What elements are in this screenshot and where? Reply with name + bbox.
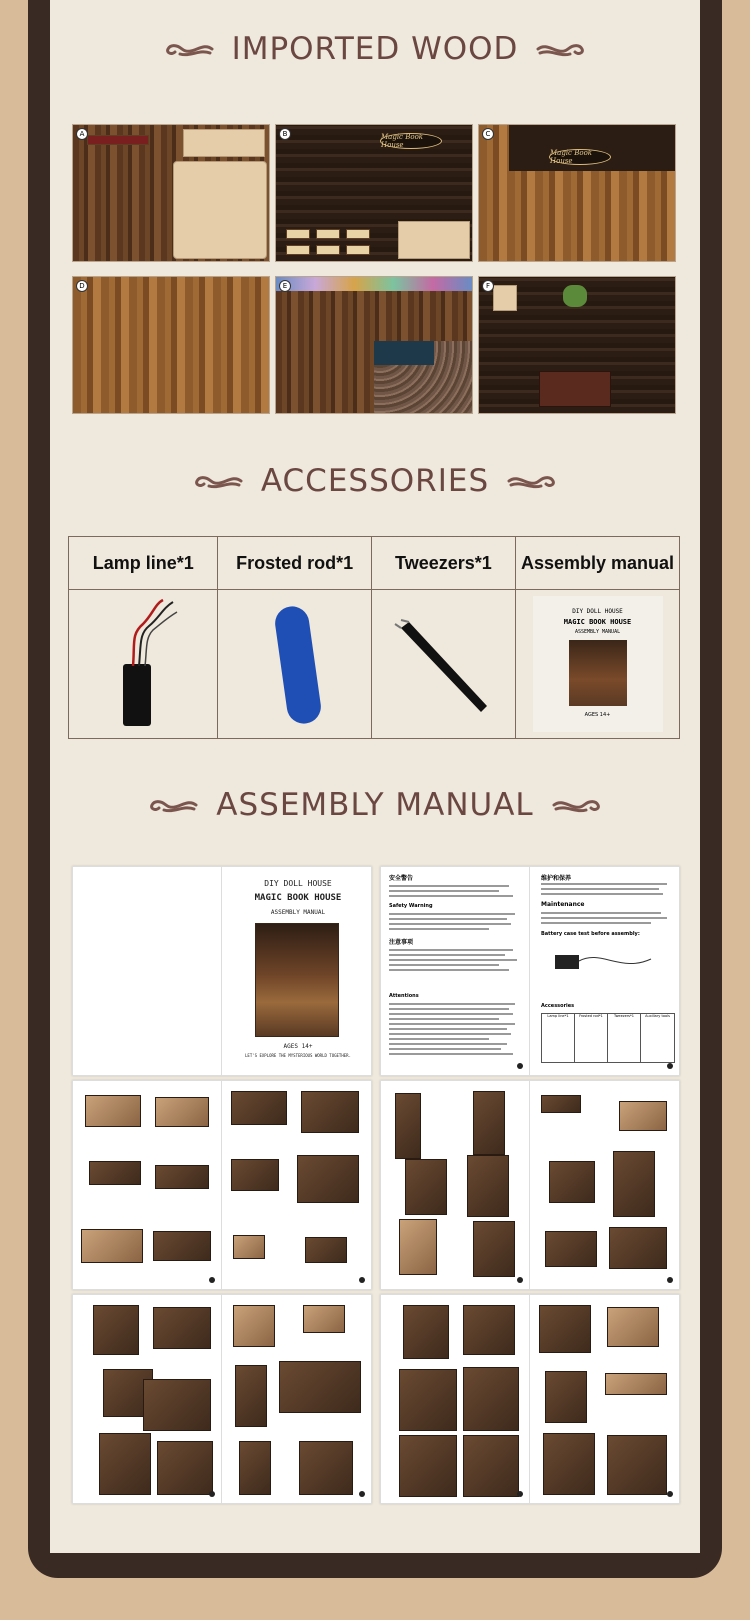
- text-line: [541, 888, 659, 890]
- page-number: [209, 1277, 215, 1283]
- text-line: [541, 922, 651, 924]
- wood-sheet-c: [478, 124, 676, 262]
- spread-gutter: [221, 1081, 222, 1289]
- spread-gutter: [221, 1295, 222, 1503]
- text-line: [389, 1023, 515, 1025]
- warning-heading-cn: 安全警告: [389, 875, 414, 882]
- text-line: [389, 918, 507, 920]
- col-lamp-line: Lamp line*1: [69, 537, 218, 590]
- text-line: [389, 885, 509, 887]
- text-line: [389, 1038, 489, 1040]
- page-number: [667, 1063, 673, 1069]
- step-image: [403, 1305, 449, 1359]
- manual-spread-cover: [72, 866, 372, 1076]
- text-line: [389, 923, 511, 925]
- lamp-line-icon: [93, 594, 193, 730]
- text-line: [389, 954, 505, 956]
- step-image: [545, 1371, 587, 1423]
- manual-acc-col: Auxiliary tools: [645, 1014, 670, 1018]
- manual-cell: [516, 590, 680, 739]
- accessories-heading: [50, 456, 700, 506]
- step-image: [399, 1369, 457, 1431]
- text-line: [389, 949, 513, 951]
- painting-panel: [374, 341, 434, 365]
- text-line: [389, 890, 499, 892]
- step-image: [143, 1379, 211, 1431]
- sheet-label: C: [482, 128, 494, 140]
- cover-line3: ASSEMBLY MANUAL: [270, 909, 326, 916]
- manual-acc-col: Tweezers*1: [608, 1014, 641, 1062]
- step-image: [619, 1101, 667, 1131]
- step-image: [153, 1231, 211, 1261]
- step-image: [607, 1307, 659, 1347]
- page-number: [209, 1491, 215, 1497]
- drawer-label: [346, 229, 370, 239]
- text-line: [389, 895, 513, 897]
- step-image: [613, 1151, 655, 1217]
- manual-spread-steps-1: [72, 1080, 372, 1290]
- step-image: [279, 1361, 361, 1413]
- drawer-label: [316, 245, 340, 255]
- text-line: [389, 913, 515, 915]
- accessories-image-row: [69, 590, 680, 739]
- page-number: [517, 1063, 523, 1069]
- content-panel: [50, 0, 700, 1553]
- step-image: [235, 1365, 267, 1427]
- step-image: [395, 1093, 421, 1159]
- manual-thumb-line3: ASSEMBLY MANUAL: [574, 629, 621, 635]
- warning-heading-en: Safety Warning: [389, 903, 433, 909]
- step-image: [543, 1433, 595, 1495]
- accessories-heading-small: Accessories: [541, 1003, 575, 1009]
- step-image: [549, 1161, 595, 1203]
- page-number: [359, 1491, 365, 1497]
- swirl-right-icon: [507, 469, 557, 493]
- step-image: [473, 1091, 505, 1155]
- col-tweezers: Tweezers*1: [371, 537, 515, 590]
- step-image: [297, 1155, 359, 1203]
- step-image: [609, 1227, 667, 1269]
- drawer-label: [286, 245, 310, 255]
- step-image: [81, 1229, 143, 1263]
- drawer-label: [346, 245, 370, 255]
- step-image: [233, 1235, 265, 1259]
- text-line: [389, 1018, 499, 1020]
- step-image: [93, 1305, 139, 1355]
- ornament-strip: [276, 277, 472, 291]
- cover-line1: DIY DOLL HOUSE: [264, 879, 332, 888]
- swirl-right-icon: [552, 793, 602, 817]
- step-image: [99, 1433, 151, 1495]
- swirl-right-icon: [536, 37, 586, 61]
- accessories-header-row: [69, 537, 680, 590]
- manual-thumb-house: [569, 640, 627, 706]
- manual-acc-col: Lamp line*1: [542, 1014, 575, 1062]
- manual-thumb-ages: AGES 14+: [584, 712, 611, 718]
- step-image: [305, 1237, 347, 1263]
- text-line: [541, 912, 661, 914]
- wood-sheet-d: [72, 276, 270, 414]
- sheet-label: A: [76, 128, 88, 140]
- text-line: [541, 917, 667, 919]
- manual-acc-col: Frosted rod*1: [575, 1014, 608, 1062]
- text-line: [389, 928, 489, 930]
- manual-spread-steps-3: [72, 1294, 372, 1504]
- text-line: [389, 969, 509, 971]
- wood-sheet-f: [478, 276, 676, 414]
- frosted-rod-cell: [218, 590, 371, 739]
- attention-heading-cn: 注意事项: [389, 939, 414, 946]
- sheet-label: B: [279, 128, 291, 140]
- battery-test-heading: Battery case test before assembly:: [541, 931, 640, 937]
- assembly-manual-heading: [50, 780, 700, 830]
- cutout-panel: [398, 221, 470, 259]
- drawer-label: [286, 229, 310, 239]
- step-image: [463, 1435, 519, 1497]
- text-line: [389, 1028, 507, 1030]
- cover-line2: MAGIC BOOK HOUSE: [254, 893, 342, 903]
- section-title-text: ACCESSORIES: [260, 463, 490, 499]
- manual-thumb-line2: MAGIC BOOK HOUSE: [563, 618, 632, 626]
- step-image: [233, 1305, 275, 1347]
- tweezers-icon: [383, 594, 503, 730]
- step-image: [605, 1373, 667, 1395]
- step-image: [89, 1161, 141, 1185]
- spread-gutter: [221, 867, 222, 1075]
- plant-sticker: [563, 285, 587, 307]
- page-number: [667, 1277, 673, 1283]
- cover-house-image: [255, 923, 339, 1037]
- section-title-text: ASSEMBLY MANUAL: [216, 787, 534, 823]
- battery-diagram: [551, 945, 661, 979]
- step-image: [155, 1165, 209, 1189]
- attention-heading-en: Attentions: [389, 993, 419, 999]
- maintenance-heading-en: Maintenance: [541, 901, 585, 908]
- step-image: [463, 1367, 519, 1431]
- manual-accessories-table: [541, 1013, 675, 1063]
- plaque: Magic Book House: [380, 133, 442, 149]
- step-image: [231, 1091, 287, 1125]
- drawer-label: [316, 229, 340, 239]
- page-number: [359, 1277, 365, 1283]
- manual-spread-warnings: [380, 866, 680, 1076]
- swirl-left-icon: [148, 793, 198, 817]
- cutout-panel: [183, 129, 265, 157]
- cover-tagline: LET'S EXPLORE THE MYSTERIOUS WORLD TOGETHER.: [245, 1053, 351, 1058]
- text-line: [541, 883, 667, 885]
- text-line: [389, 1013, 513, 1015]
- step-image: [157, 1441, 213, 1495]
- step-image: [405, 1159, 447, 1215]
- step-image: [153, 1307, 211, 1349]
- wood-sheet-b: [275, 124, 473, 262]
- plaque: Magic Book House: [549, 149, 611, 165]
- page-number: [517, 1491, 523, 1497]
- step-image: [463, 1305, 515, 1355]
- step-image: [473, 1221, 515, 1277]
- text-line: [389, 1043, 507, 1045]
- text-line: [389, 1048, 501, 1050]
- step-image: [85, 1095, 141, 1127]
- step-image: [399, 1435, 457, 1497]
- manual-spread-steps-4: [380, 1294, 680, 1504]
- wood-sheet-a: [72, 124, 270, 262]
- sheet-label: E: [279, 280, 291, 292]
- step-image: [545, 1231, 597, 1267]
- cutout-panel: [173, 161, 267, 259]
- tweezers-cell: [371, 590, 515, 739]
- swirl-left-icon: [193, 469, 243, 493]
- text-line: [389, 1053, 513, 1055]
- step-image: [607, 1435, 667, 1495]
- col-assembly-manual: Assembly manual: [516, 537, 680, 590]
- step-image: [239, 1441, 271, 1495]
- wood-sheet-e: [275, 276, 473, 414]
- text-line: [541, 893, 663, 895]
- spread-gutter: [529, 1295, 530, 1503]
- spread-gutter: [529, 867, 530, 1075]
- maintenance-heading-cn: 维护和保养: [541, 875, 572, 882]
- sheet-label: F: [482, 280, 494, 292]
- step-image: [541, 1095, 581, 1113]
- step-image: [155, 1097, 209, 1127]
- step-image: [399, 1219, 437, 1275]
- text-line: [389, 1008, 509, 1010]
- manual-spread-steps-2: [380, 1080, 680, 1290]
- lamp-line-cell: [69, 590, 218, 739]
- manual-thumb-line1: DIY DOLL HOUSE: [572, 608, 623, 615]
- step-image: [301, 1091, 359, 1133]
- manual-thumbnail: [533, 596, 663, 732]
- page-number: [667, 1491, 673, 1497]
- text-line: [389, 1033, 511, 1035]
- page-number: [517, 1277, 523, 1283]
- step-image: [467, 1155, 509, 1217]
- chest-sticker: [539, 371, 611, 407]
- wood-sheet-grid: [72, 124, 676, 414]
- frosted-rod-icon: [245, 594, 345, 730]
- cover-ages: AGES 14+: [283, 1043, 313, 1050]
- accessories-table: [68, 536, 680, 739]
- cutout-panel: [493, 285, 517, 311]
- sheet-label: D: [76, 280, 88, 292]
- col-frosted-rod: Frosted rod*1: [218, 537, 371, 590]
- text-line: [389, 1003, 515, 1005]
- text-line: [389, 964, 499, 966]
- cutout-panel: [87, 135, 149, 145]
- text-line: [389, 959, 517, 961]
- step-image: [231, 1159, 279, 1191]
- section-title-text: IMPORTED WOOD: [231, 31, 519, 67]
- step-image: [303, 1305, 345, 1333]
- step-image: [299, 1441, 353, 1495]
- step-image: [539, 1305, 591, 1353]
- spread-gutter: [529, 1081, 530, 1289]
- swirl-left-icon: [164, 37, 214, 61]
- imported-wood-heading: [50, 24, 700, 74]
